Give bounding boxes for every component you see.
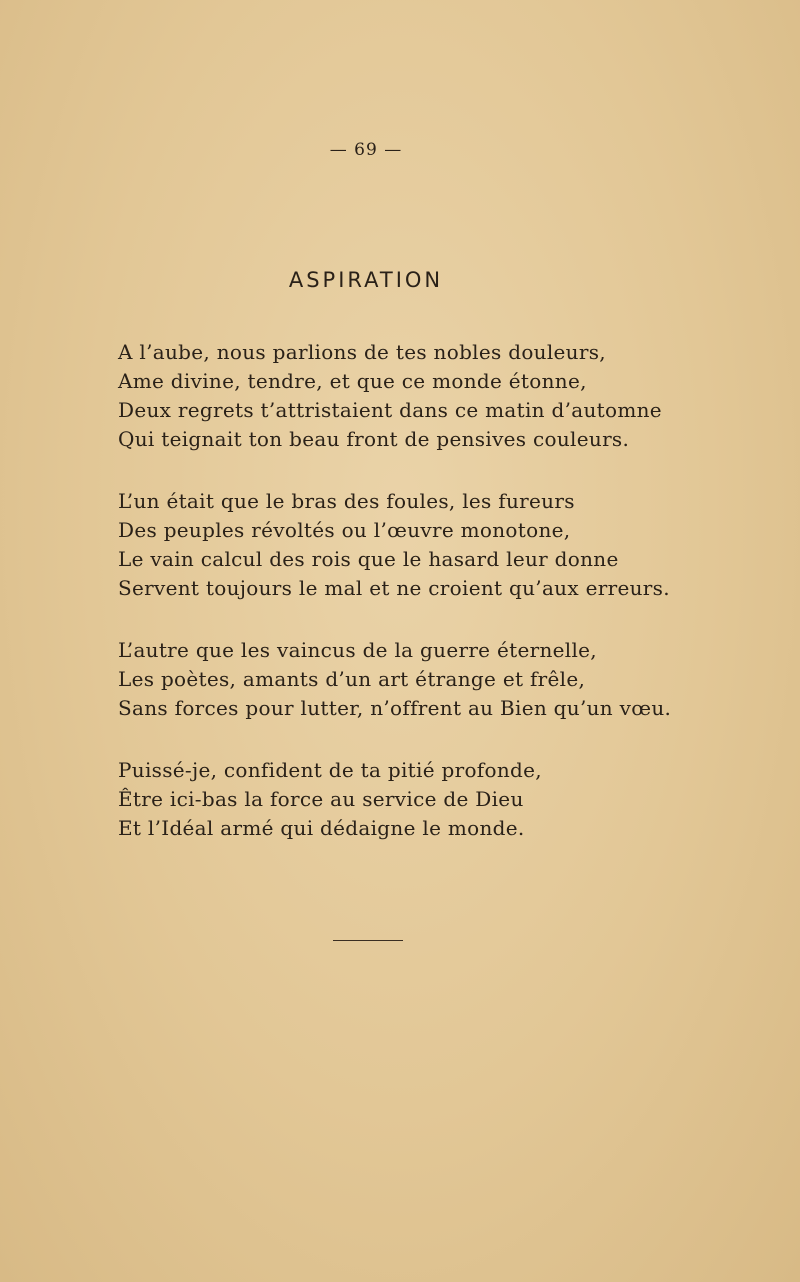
poem-line: Être ici-bas la force au service de Dieu (118, 787, 524, 811)
poem-body (118, 338, 718, 876)
poem-line: L’un était que le bras des foules, les fureurs (118, 489, 575, 513)
end-rule (333, 940, 403, 941)
poem-line: Les poètes, amants d’un art étrange et frêle, (118, 667, 586, 691)
poem-line: L’autre que les vaincus de la guerre éternelle, (118, 638, 597, 662)
stanza-4 (118, 756, 718, 843)
poem-line: Deux regrets t’attristaient dans ce matin d’automne (118, 398, 662, 422)
poem-line: Et l’Idéal armé qui dédaigne le monde. (118, 816, 525, 840)
poem-line: Qui teignait ton beau front de pensives couleurs. (118, 427, 630, 451)
poem-line: Servent toujours le mal et ne croient qu’aux erreurs. (118, 576, 670, 600)
stanza-2 (118, 487, 718, 603)
poem-line: A l’aube, nous parlions de tes nobles douleurs, (118, 340, 606, 364)
poem-line: Des peuples révoltés ou l’œuvre monotone, (118, 518, 571, 542)
poem-title: ASPIRATION (288, 268, 444, 292)
poem-line: Le vain calcul des rois que le hasard leur donne (118, 547, 619, 571)
stanza-1 (118, 338, 718, 454)
poem-line: Ame divine, tendre, et que ce monde étonne, (118, 369, 587, 393)
stanza-3 (118, 636, 718, 723)
poem-line: Puissé-je, confident de ta pitié profonde, (118, 758, 542, 782)
poem-line: Sans forces pour lutter, n’offrent au Bien qu’un vœu. (118, 696, 672, 720)
page-number: — 69 — (329, 140, 403, 160)
